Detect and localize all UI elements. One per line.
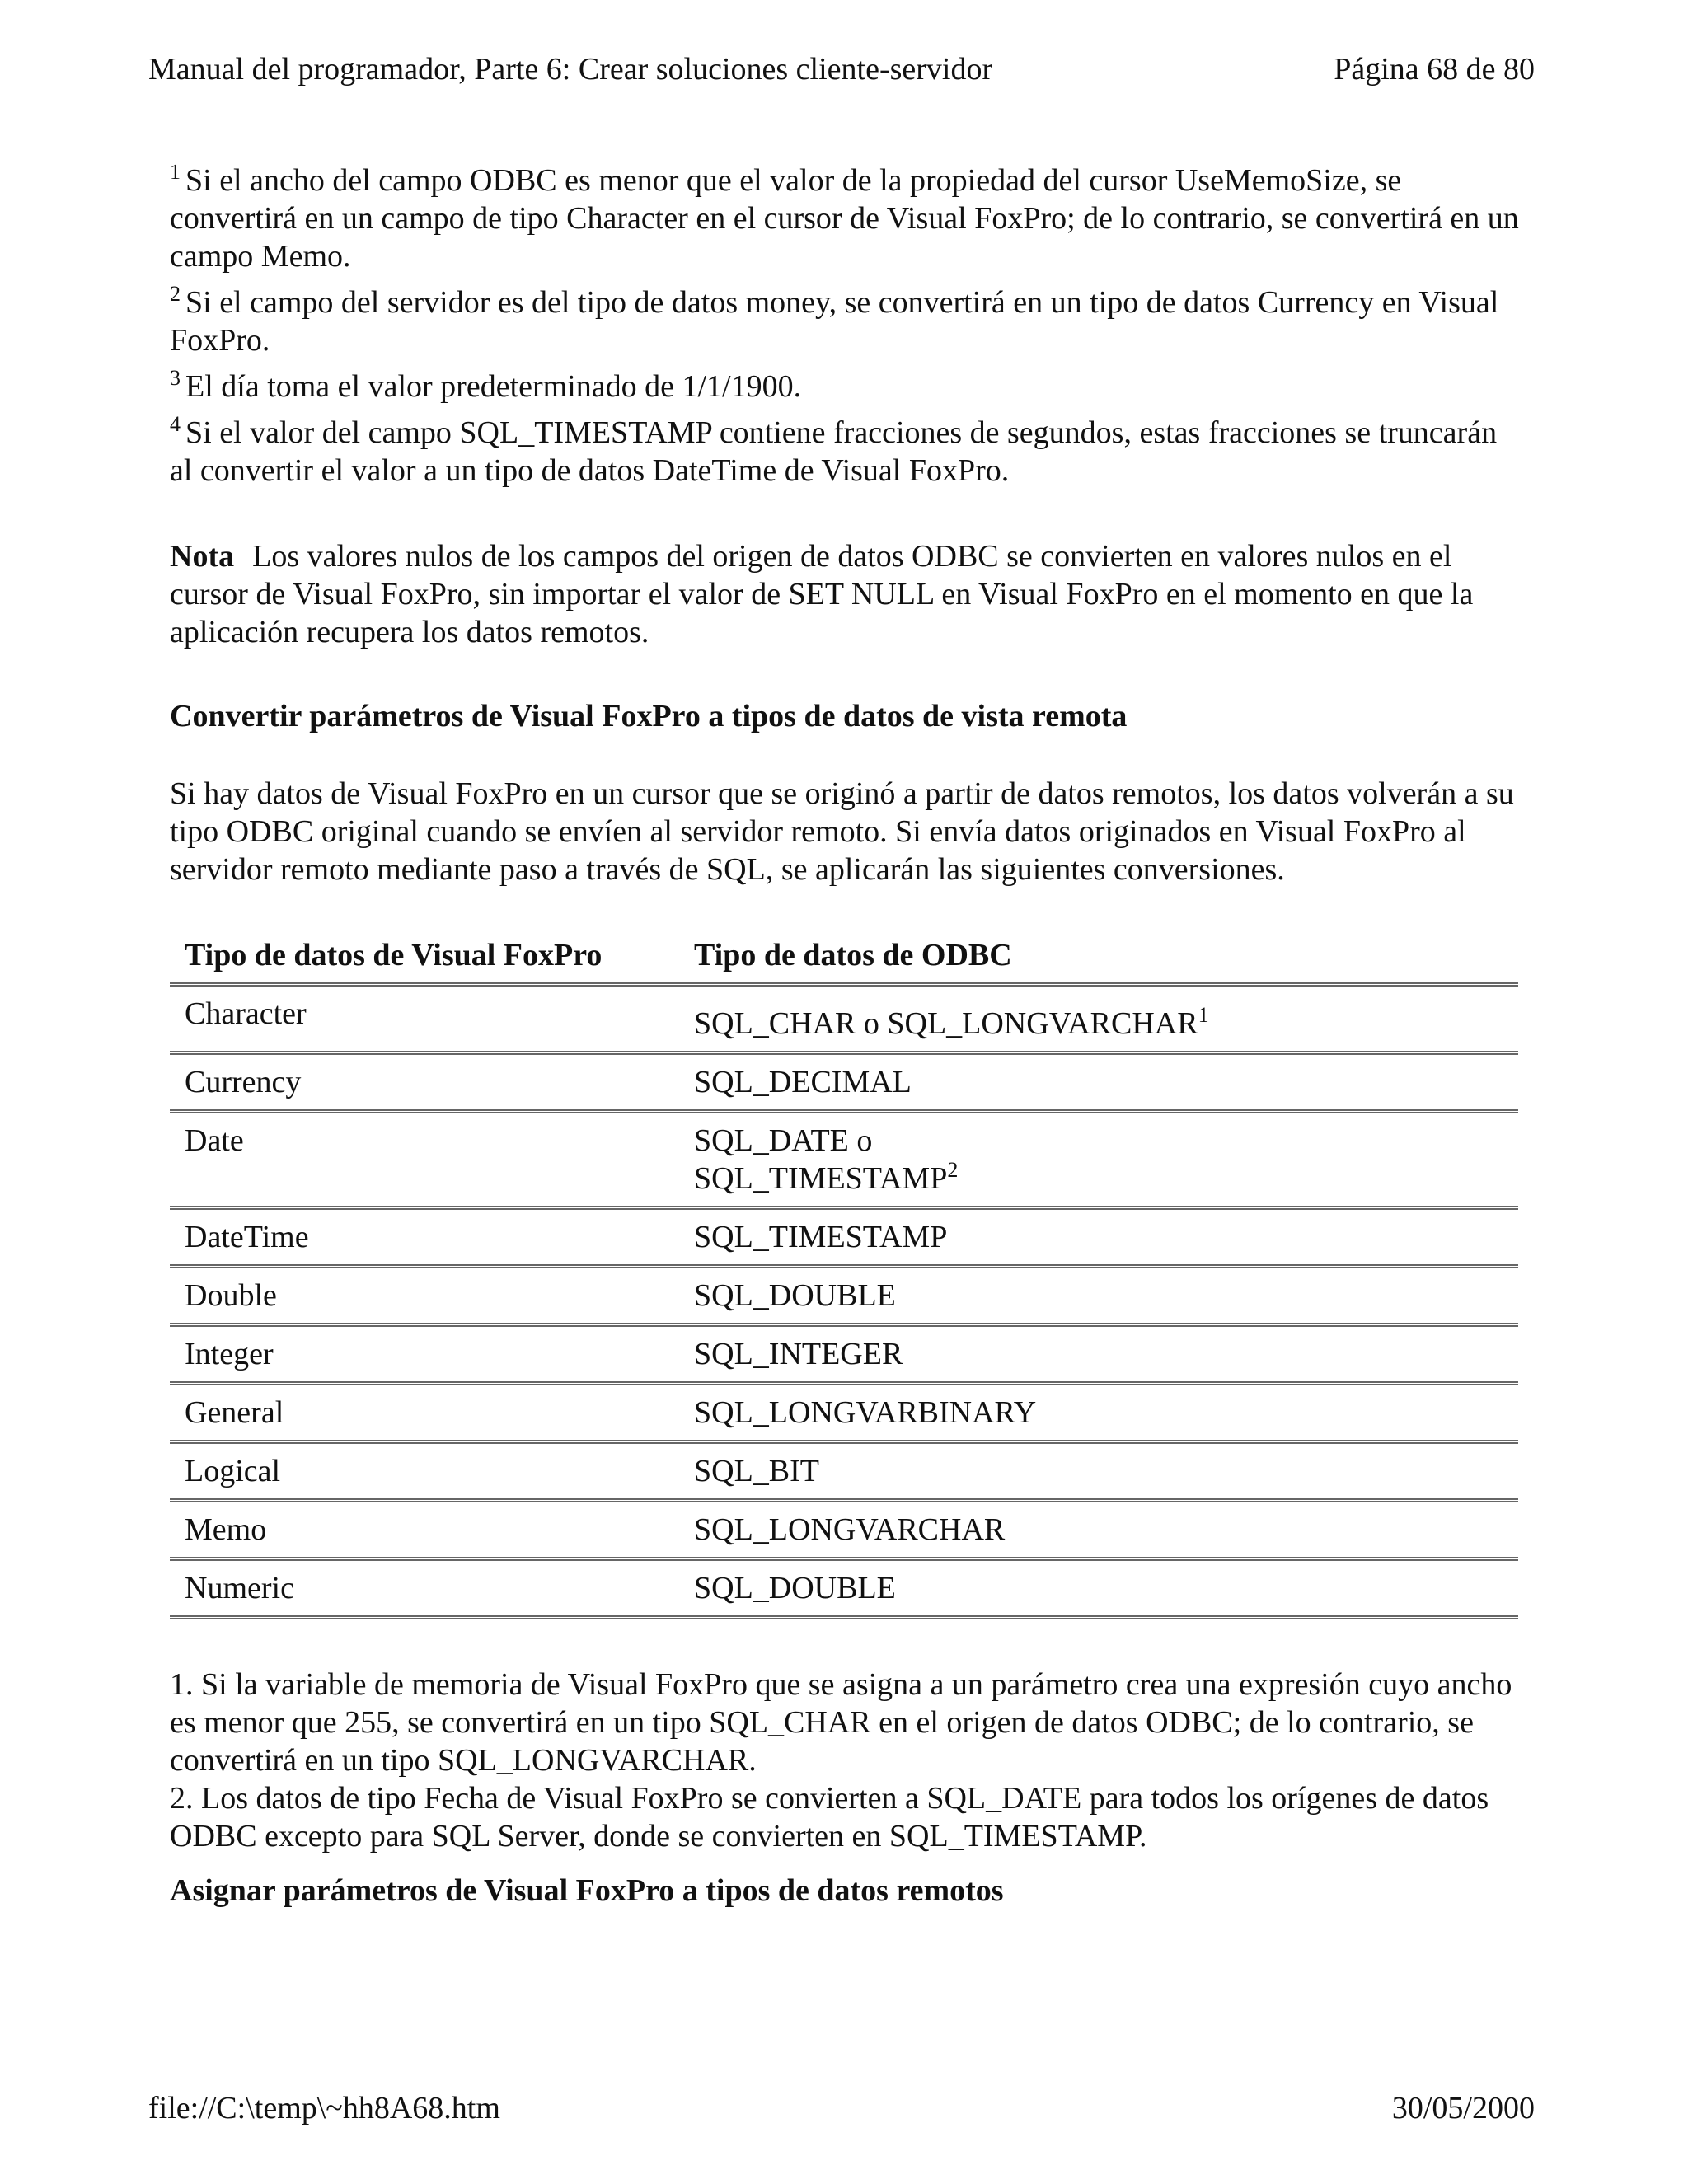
- page-content: [170, 162, 1523, 1911]
- footnote-text: Si el ancho del campo ODBC es menor que el valor de la propiedad del cursor UseMemoSize, se convertirá en un campo de tipo Character en el cursor de Visual FoxPro; de lo contrario, se convertirá en un campo Memo.: [170, 163, 1519, 274]
- note-text: Los valores nulos de los campos del origen de datos ODBC se convierten en valores nulos en el cursor de Visual FoxPro, sin importar el valor de SET NULL en Visual FoxPro en el momento en que la aplicación recupera los datos remotos.: [170, 539, 1474, 649]
- odbc-type-text: SQL_TIMESTAMP: [694, 1161, 948, 1196]
- table-notes: [170, 1666, 1523, 1855]
- footnote-text: Si el campo del servidor es del tipo de datos money, se convertirá en un tipo de datos Currency en Visual FoxPro.: [170, 285, 1499, 358]
- table-row: [170, 985, 1518, 1053]
- page-number: Página 68 de 80: [1334, 52, 1535, 87]
- column-header-vfp: Tipo de datos de Visual FoxPro: [170, 928, 679, 985]
- cell-vfp-type: Integer: [170, 1325, 679, 1384]
- table-row: [170, 1053, 1518, 1112]
- cut-off-heading: [170, 1873, 1523, 1911]
- table-note: 1. Si la variable de memoria de Visual FoxPro que se asigna a un parámetro crea una expresión cuyo ancho es menor que 255, se convertirá en un tipo SQL_CHAR en el origen de datos ODBC; de lo contrario, se convertirá en un tipo SQL_LONGVARCHAR.: [170, 1667, 1512, 1778]
- page-footer: [148, 2085, 1535, 2131]
- odbc-type-line: [694, 1218, 1503, 1256]
- table-note: 2. Los datos de tipo Fecha de Visual FoxPro se convierten a SQL_DATE para todos los orígenes de datos ODBC excepto para SQL Server, donde se convierten en SQL_TIMESTAMP.: [170, 1781, 1489, 1854]
- footnote-text: Si el valor del campo SQL_TIMESTAMP contiene fracciones de segundos, estas fracciones se truncarán al convertir el valor a un tipo de datos DateTime de Visual FoxPro.: [170, 415, 1498, 488]
- cell-vfp-type: Currency: [170, 1053, 679, 1112]
- cell-odbc-type: [679, 1112, 1518, 1208]
- section-heading: Convertir parámetros de Visual FoxPro a tipos de datos de vista remota: [170, 699, 1128, 733]
- odbc-type-line: [694, 1122, 1503, 1160]
- document-title: Manual del programador, Parte 6: Crear soluciones cliente-servidor: [148, 52, 993, 87]
- cut-off-heading-text: Asignar parámetros de Visual FoxPro a tipos de datos remotos: [170, 1873, 1004, 1908]
- cell-odbc-type: [679, 985, 1518, 1053]
- cell-odbc-type: [679, 1442, 1518, 1501]
- cell-vfp-type: Character: [170, 985, 679, 1053]
- odbc-type-text: SQL_TIMESTAMP: [694, 1220, 948, 1254]
- cell-vfp-type: General: [170, 1384, 679, 1442]
- footnote: [170, 162, 1523, 275]
- odbc-type-line: [694, 1569, 1503, 1607]
- odbc-type-text: SQL_LONGVARBINARY: [694, 1395, 1037, 1430]
- cell-vfp-type: Double: [170, 1267, 679, 1325]
- odbc-type-line: [694, 1005, 1503, 1043]
- odbc-type-text: SQL_BIT: [694, 1454, 819, 1488]
- table-row: [170, 1325, 1518, 1384]
- table-row: [170, 1442, 1518, 1501]
- cell-odbc-type: [679, 1208, 1518, 1267]
- odbc-type-text: SQL_DOUBLE: [694, 1278, 896, 1313]
- print-date: 30/05/2000: [1391, 2091, 1535, 2125]
- cell-odbc-type: [679, 1501, 1518, 1559]
- footnote-number: 4: [170, 412, 181, 436]
- cell-odbc-type: [679, 1325, 1518, 1384]
- footnote-number: 3: [170, 366, 181, 390]
- page-header: [148, 46, 1535, 92]
- odbc-type-text: SQL_LONGVARCHAR: [694, 1512, 1006, 1547]
- odbc-type-line: [694, 1452, 1503, 1490]
- cell-odbc-type: [679, 1053, 1518, 1112]
- odbc-type-line: [694, 1063, 1503, 1101]
- footnote-number: 2: [170, 282, 181, 306]
- odbc-type-text: SQL_DATE o: [694, 1123, 873, 1158]
- odbc-type-line: [694, 1511, 1503, 1549]
- table-row: [170, 1267, 1518, 1325]
- cell-vfp-type: Date: [170, 1112, 679, 1208]
- cell-odbc-type: [679, 1267, 1518, 1325]
- cell-vfp-type: DateTime: [170, 1208, 679, 1267]
- conversion-table: [170, 928, 1518, 1619]
- footnote: [170, 284, 1523, 359]
- table-row: [170, 1208, 1518, 1267]
- table-row: [170, 1501, 1518, 1559]
- table-row: [170, 1559, 1518, 1618]
- cell-vfp-type: Numeric: [170, 1559, 679, 1618]
- cell-vfp-type: Logical: [170, 1442, 679, 1501]
- odbc-type-line: [694, 1335, 1503, 1373]
- footnotes-top: [170, 162, 1523, 490]
- footnote-number: 1: [170, 160, 181, 184]
- file-path: file://C:\temp\~hh8A68.htm: [148, 2091, 500, 2125]
- footnote: [170, 368, 1523, 405]
- odbc-type-text: SQL_CHAR o SQL_LONGVARCHAR: [694, 1006, 1198, 1041]
- odbc-type-text: SQL_DOUBLE: [694, 1571, 896, 1605]
- table-row: [170, 1384, 1518, 1442]
- note-paragraph: [170, 537, 1523, 651]
- table-row: [170, 1112, 1518, 1208]
- table-body: [170, 985, 1518, 1618]
- cell-odbc-type: [679, 1559, 1518, 1618]
- cell-odbc-type: [679, 1384, 1518, 1442]
- column-header-odbc: Tipo de datos de ODBC: [679, 928, 1518, 985]
- odbc-type-line: [694, 1160, 1503, 1197]
- cell-vfp-type: Memo: [170, 1501, 679, 1559]
- odbc-type-line: [694, 1277, 1503, 1315]
- footnote-text: El día toma el valor predeterminado de 1/1/1900.: [185, 369, 802, 404]
- note-label: Nota: [170, 539, 235, 574]
- odbc-type-line: [694, 1394, 1503, 1432]
- section-paragraph: Si hay datos de Visual FoxPro en un cursor que se originó a partir de datos remotos, los datos volverán a su tipo ODBC original cuando se envíen al servidor remoto. Si envía datos originados en Visual FoxPro al servidor remoto mediante paso a través de SQL, se aplicarán las siguientes conversiones.: [170, 776, 1514, 887]
- table-header-row: [170, 928, 1518, 985]
- odbc-type-text: SQL_INTEGER: [694, 1337, 903, 1371]
- footnote-reference: 1: [1198, 1003, 1209, 1027]
- footnote: [170, 414, 1523, 490]
- odbc-type-text: SQL_DECIMAL: [694, 1065, 912, 1099]
- footnote-reference: 2: [947, 1158, 959, 1182]
